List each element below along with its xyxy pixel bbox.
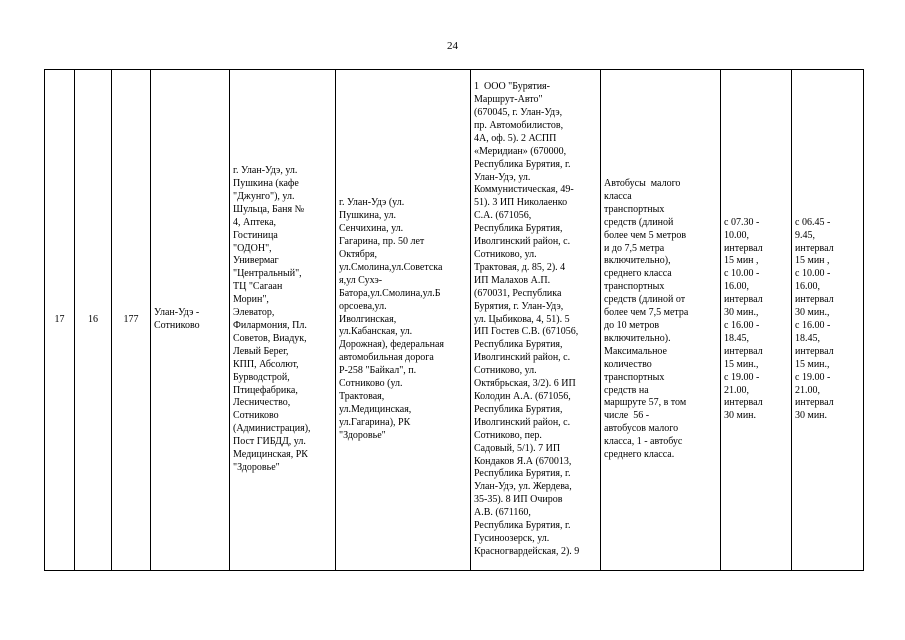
cell-schedule-return: с 06.45 - 9.45, интервал 15 мин , с 10.00 - 16.00, интервал 30 мин., с 16.00 - 18.45, интервал 15 мин., с 19.00 - 21.00, интервал 30 мин. xyxy=(792,70,864,571)
cell-row-number: 17 xyxy=(45,70,75,571)
cell-route-name: Улан-Удэ - Сотниково xyxy=(151,70,230,571)
cell-carriers: 1 ООО "Бурятия- Маршрут-Авто" (670045, г. Улан-Удэ, пр. Автомобилистов, 4А, оф. 5). 2 АСПП «Меридиан» (670000, Республика Бурятия, г. Улан-Удэ, ул. Коммунистическая, 49- 51). 3 ИП Николаенко С.А. (671056, Республика Бурятия, Иволгинский район, с. Сотниково, ул. Трактовая, д. 85, 2). 4 ИП Малахов А.П. (670031, Республика Бурятия, г. Улан-Удэ, ул. Цыбикова, 4, 51). 5 ИП Гостев С.В. (671056, Республика Бурятия, Иволгинский район, с. Сотниково, ул. Октябрьская, 3/2). 6 ИП Колодин А.А. (671056, Республика Бурятия, Иволгинский район, с. Сотниково, пер. Садовый, 5/1). 7 ИП Кондаков Я.А (670013, Республика Бурятия, г. Улан-Удэ, ул. Жердева, 35-35). 8 ИП Очиров А.В. (671160, Республика Бурятия, г. Гусиноозерск, ул. Красногвардейская, 2). 9 xyxy=(471,70,601,571)
cell-streets: г. Улан-Удэ (ул. Пушкина, ул. Сенчихина, ул. Гагарина, пр. 50 лет Октября, ул.Смолина,ул.Советска я,ул Сухэ- Батора,ул.Смолина,ул.Б орсоева,ул. Иволгинская, ул.Кабанская, ул. Дорожная), федеральная автомобильная дорога Р-258 "Байкал", п. Сотниково (ул. Трактовая, ул.Медицинская, ул.Гагарина), РК "Здоровье" xyxy=(336,70,471,571)
cell-route-number: 177 xyxy=(112,70,151,571)
cell-stops: г. Улан-Удэ, ул. Пушкина (кафе "Джунго"), ул. Шульца, Баня № 4, Аптека, Гостиница "ОДОН", Универмаг "Центральный", ТЦ "Сагаан Морин", Элеватор, Филармония, Пл. Советов, Виадук, Левый Берег, КПП, Абсолют, Бурводстрой, Птицефабрика, Лесничество, Сотниково (Администрация), Пост ГИБДД, ул. Медицинская, РК "Здоровье" xyxy=(230,70,336,571)
route-table xyxy=(44,69,864,571)
page-number: 24 xyxy=(447,40,458,52)
table-row xyxy=(45,70,864,571)
cell-schedule-forward: с 07.30 - 10.00, интервал 15 мин , с 10.00 - 16.00, интервал 30 мин., с 16.00 - 18.45, интервал 15 мин., с 19.00 - 21.00, интервал 30 мин. xyxy=(721,70,792,571)
cell-vehicles: Автобусы малого класса транспортных средств (длиной более чем 5 метров и до 7,5 метра включительно), среднего класса транспортных средств (длиной от более чем 7,5 метра до 10 метров включительно). Максимальное количество транспортных средств на маршруте 57, в том числе 56 - автобусов малого класса, 1 - автобус среднего класса. xyxy=(601,70,721,571)
cell-registration-number: 16 xyxy=(75,70,112,571)
